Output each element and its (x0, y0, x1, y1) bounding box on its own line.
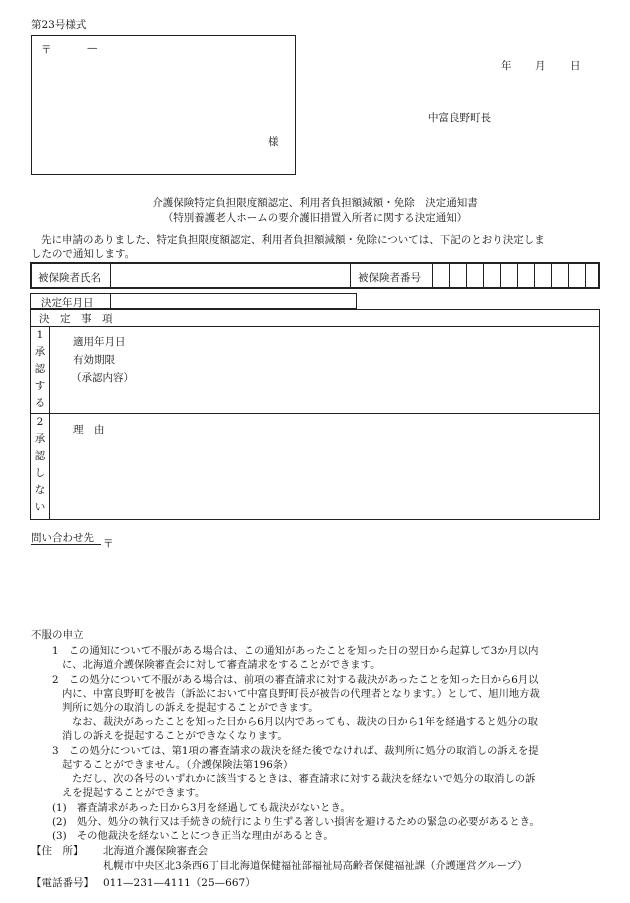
approve-num: 1 (36, 329, 44, 341)
date-month-label: 月 (535, 60, 546, 72)
appeal-p3-line3: ただし、次の各号のいずれかに該当するときは、審査請求に対する裁決を経ないで処分の取消しの訴 (72, 773, 536, 785)
contact-postal-mark: 〒 (103, 538, 114, 550)
appeal-p2-line3: 判所に処分の取消しの訴えを提起することができます。 (62, 702, 319, 714)
form-number: 第23号様式 (31, 19, 87, 31)
date-day-label: 日 (570, 60, 581, 72)
expiry-label: 有効期限 (73, 354, 115, 366)
footer-address-label: 【住 所】 (31, 845, 84, 857)
appeal-heading: 不服の申立 (31, 629, 84, 641)
reason-label: 理 由 (73, 424, 105, 436)
approve-section-label: 1 承 認 す る (34, 329, 46, 409)
document-subtitle: （特別養護老人ホームの要介護旧措置入所者に関する決定通知） (162, 212, 468, 224)
insured-number-label: 被保険者番号 (358, 272, 421, 284)
apply-date-label: 適用年月日 (73, 336, 126, 348)
appeal-p3-line2: 起することができません。（介護保険法第196条） (62, 759, 294, 771)
date-year-label: 年 (501, 60, 512, 72)
appeal-p2-line2: 内に、中富良野町を被告（訴訟において中富良野町長が被告の代理者となります。）として、旭川地方裁 (62, 688, 540, 700)
insured-name-label: 被保険者氏名 (38, 272, 101, 284)
footer-phone-number: 011—231—4111（25—667） (103, 877, 256, 889)
sama-honorific: 様 (268, 136, 279, 148)
deny-section-label: 2 承 認 し な い (34, 416, 46, 513)
appeal-item3: (3) その他裁決を経ないことにつき正当な理由があるとき。 (52, 830, 334, 842)
appeal-p1-line1: 1 この通知について不服がある場合は、この通知があったことを知った日の翌日から起算して3か月以内 (52, 645, 539, 657)
intro-text-line1: 先に申請のありました、特定負担限度額認定、利用者負担額減額・免除については、下記のとおり決定しま (41, 234, 545, 246)
decision-items-table (30, 309, 600, 520)
issuer-name: 中富良野町長 (428, 112, 491, 124)
decision-date-row (30, 293, 357, 309)
document-title: 介護保険特定負担限度額認定、利用者負担額減額・免除 決定通知書 (152, 197, 478, 209)
contact-label: 問い合わせ先 (31, 532, 94, 544)
postal-dash: — (87, 42, 98, 54)
footer-phone-label: 【電話番号】 (31, 877, 94, 889)
deny-num: 2 (36, 416, 44, 428)
decision-items-label: 決 定 事 項 (39, 313, 113, 325)
appeal-item1: (1) 審査請求があった日から3月を経過しても裁決がないとき。 (52, 802, 351, 814)
insured-row (30, 262, 600, 289)
appeal-item2: (2) 処分、処分の執行又は手続きの続行により生ずる著しい損害を避けるための緊急の必要があるとき。 (52, 816, 540, 828)
intro-text-line2: したので通知します。 (31, 248, 136, 260)
address-box (31, 35, 296, 175)
appeal-p2-line1: 2 この処分について不服がある場合は、前項の審査請求に対する裁決があったことを知った日から6月以 (52, 674, 539, 686)
appeal-p3-line1: 3 この処分については、第1項の審査請求の裁決を経た後でなければ、裁判所に処分の取消しの訴えを提 (52, 745, 539, 757)
decision-date-label: 決定年月日 (41, 297, 94, 309)
footer-address-detail: 札幌市中央区北3条西6丁目北海道保健福祉部福祉局高齢者保健福祉課（介護運営グループ） (103, 860, 528, 872)
approval-content-label: （承認内容） (71, 372, 134, 384)
footer-address-org: 北海道介護保険審査会 (103, 845, 208, 857)
appeal-p2-line5: 消しの訴えを提起することができなくなります。 (62, 730, 288, 742)
postal-mark: 〒 (41, 44, 52, 56)
appeal-p3-line4: えを提起することができます。 (62, 787, 206, 799)
appeal-p1-line2: に、北海道介護保険審査会に対して審査請求をすることができます。 (62, 659, 381, 671)
appeal-p2-line4: なお、裁決があったことを知った日から6月以内であっても、裁決の日から1年を経過すると処分の取 (72, 716, 538, 728)
